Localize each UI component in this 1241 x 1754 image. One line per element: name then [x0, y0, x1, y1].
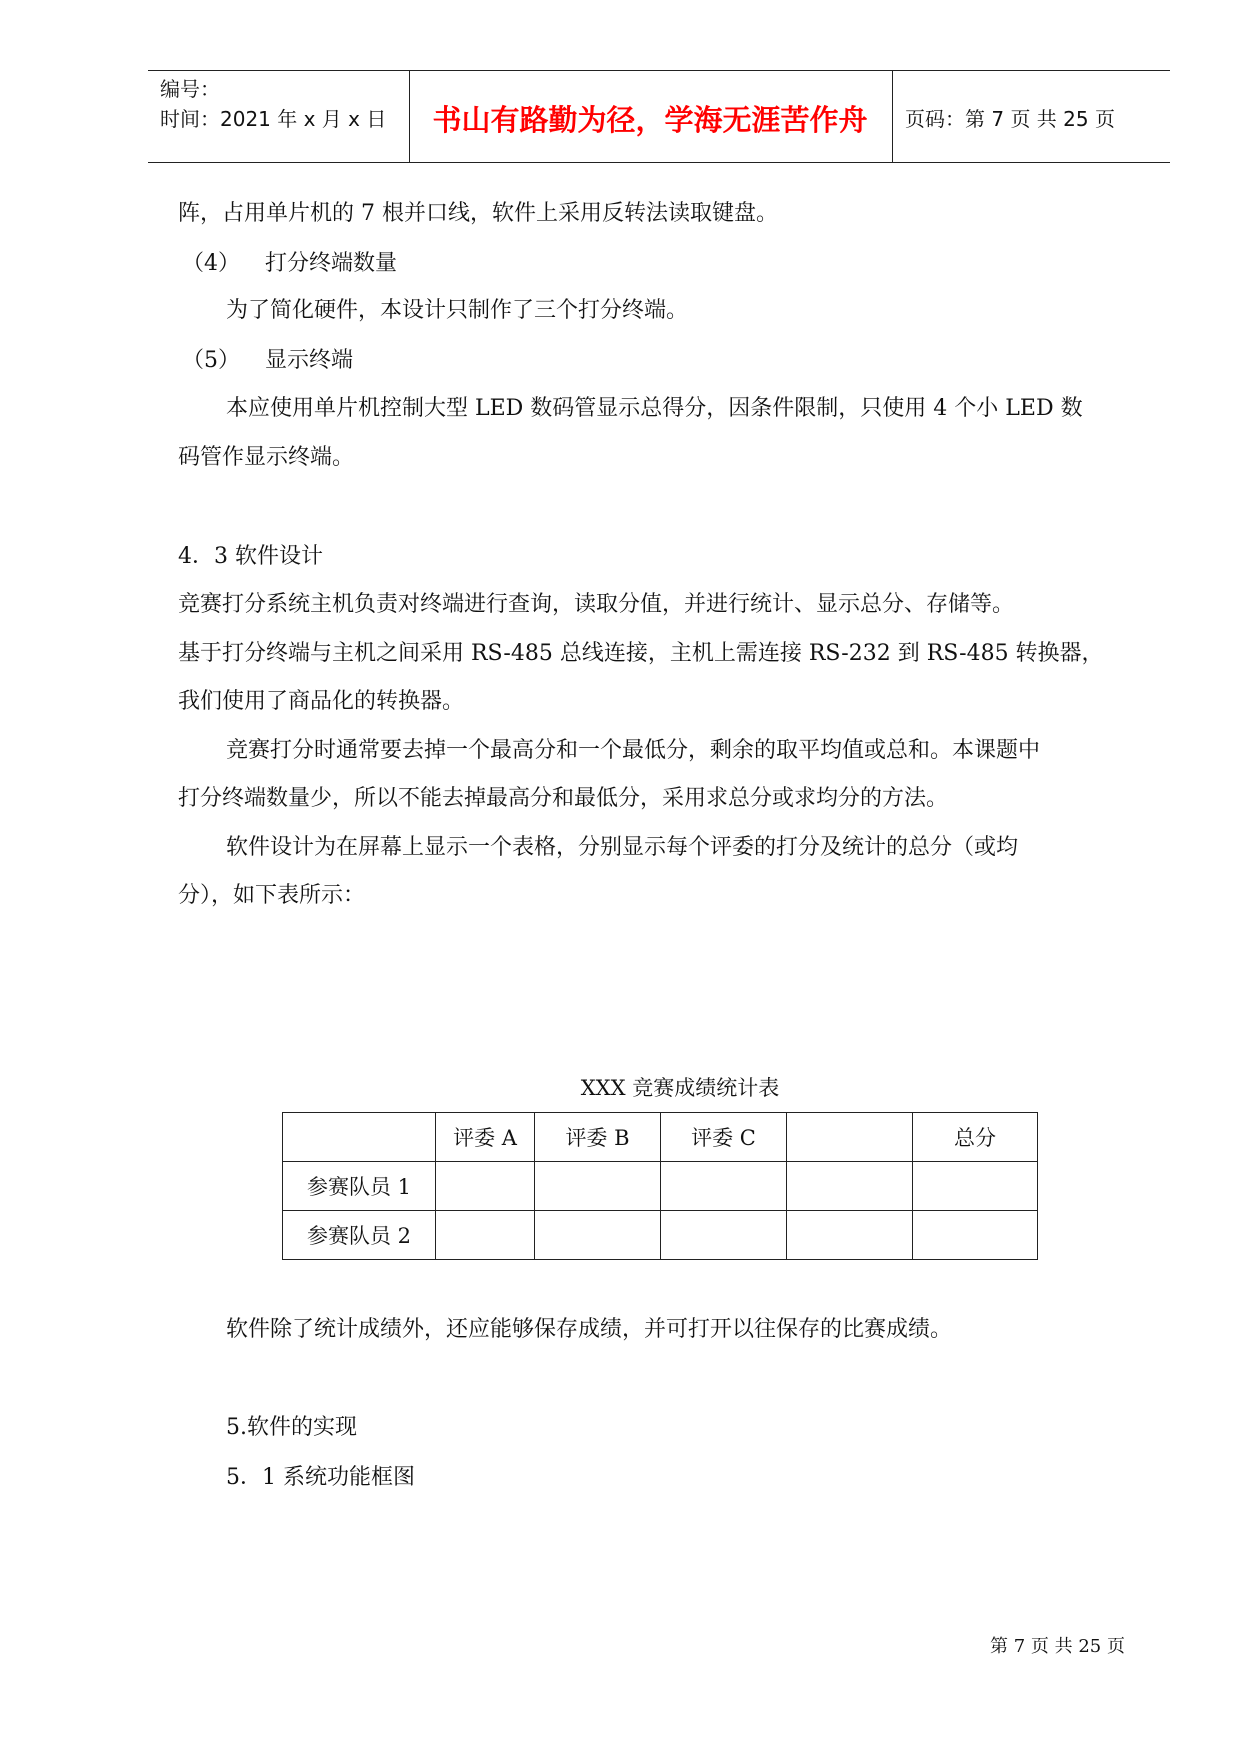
header-time-label: 时间：2021 年 x 月 x 日: [160, 107, 387, 131]
table-cell: [661, 1211, 787, 1260]
paragraph-4-line-1: 竞赛打分系统主机负责对终端进行查询，读取分值，并进行统计、显示总分、存储等。: [178, 592, 1015, 617]
header-motto: 书山有路勤为径，学海无涯苦作舟: [432, 103, 868, 137]
paragraph-4-line-2: 基于打分终端与主机之间采用 RS-485 总线连接，主机上需连接 RS-232 到 RS-485 转换器，: [178, 641, 1104, 666]
table-cell: 参赛队员 1: [283, 1162, 436, 1211]
table-header-cell: [787, 1113, 913, 1162]
table-header-row: [283, 1113, 1038, 1162]
table-cell: [913, 1162, 1038, 1211]
table-cell: [913, 1211, 1038, 1260]
header-number-label: 编号：: [160, 77, 220, 101]
table-cell: [535, 1211, 661, 1260]
paragraph-3-line-1: 本应使用单片机控制大型 LED 数码管显示总得分，因条件限制，只使用 4 个小 LED 数: [226, 396, 1083, 421]
paragraph-3-line-2: 码管作显示终端。: [178, 445, 355, 470]
paragraph-7: 软件除了统计成绩外，还应能够保存成绩，并可打开以往保存的比赛成绩。: [226, 1317, 953, 1342]
paragraph-6-line-1: 软件设计为在屏幕上显示一个表格，分别显示每个评委的打分及统计的总分（或均: [226, 835, 1019, 860]
header-top-rule: [148, 70, 1170, 71]
paragraph-6-line-2: 分），如下表所示：: [178, 883, 366, 908]
paragraph-5-line-1: 竞赛打分时通常要去掉一个最高分和一个最低分，剩余的取平均值或总和。本课题中: [226, 738, 1041, 763]
table-header-cell: 总分: [913, 1113, 1038, 1162]
table-row: [283, 1211, 1038, 1260]
table-cell: 参赛队员 2: [283, 1211, 436, 1260]
item-4-title: 打分终端数量: [265, 251, 398, 276]
paragraph-4-line-3: 我们使用了商品化的转换器。: [178, 689, 465, 714]
table-header-cell: 评委 A: [436, 1113, 535, 1162]
paragraph-5-line-2: 打分终端数量少，所以不能去掉最高分和最低分，采用求总分或求均分的方法。: [178, 786, 949, 811]
table-header-cell: 评委 B: [535, 1113, 661, 1162]
table-cell: [787, 1162, 913, 1211]
table-caption: XXX 竞赛成绩统计表: [580, 1076, 780, 1100]
table-header-cell: [283, 1113, 436, 1162]
item-5-title: 显示终端: [265, 348, 354, 373]
header-divider-right: [892, 70, 893, 162]
table-cell: [661, 1162, 787, 1211]
table-row: [283, 1162, 1038, 1211]
item-4-number: （4）: [182, 251, 240, 276]
section-heading-4-3: 4．3 软件设计: [178, 544, 323, 569]
table-cell: [436, 1162, 535, 1211]
table-header-cell: 评委 C: [661, 1113, 787, 1162]
paragraph-1: 阵，占用单片机的 7 根并口线，软件上采用反转法读取键盘。: [178, 201, 778, 226]
table-cell: [436, 1211, 535, 1260]
header-meta: [160, 74, 386, 134]
item-5-number: （5）: [182, 348, 240, 373]
paragraph-2: 为了简化硬件，本设计只制作了三个打分终端。: [226, 298, 689, 323]
score-table: [282, 1112, 1038, 1260]
footer-page-number: 第 7 页 共 25 页: [990, 1636, 1125, 1657]
table-cell: [787, 1211, 913, 1260]
section-heading-5: 5.软件的实现: [226, 1415, 357, 1440]
section-heading-5-1: 5．1 系统功能框图: [226, 1465, 415, 1490]
header-bottom-rule: [148, 162, 1170, 163]
table-cell: [535, 1162, 661, 1211]
header-page-label: 页码：第 7 页 共 25 页: [905, 107, 1115, 131]
